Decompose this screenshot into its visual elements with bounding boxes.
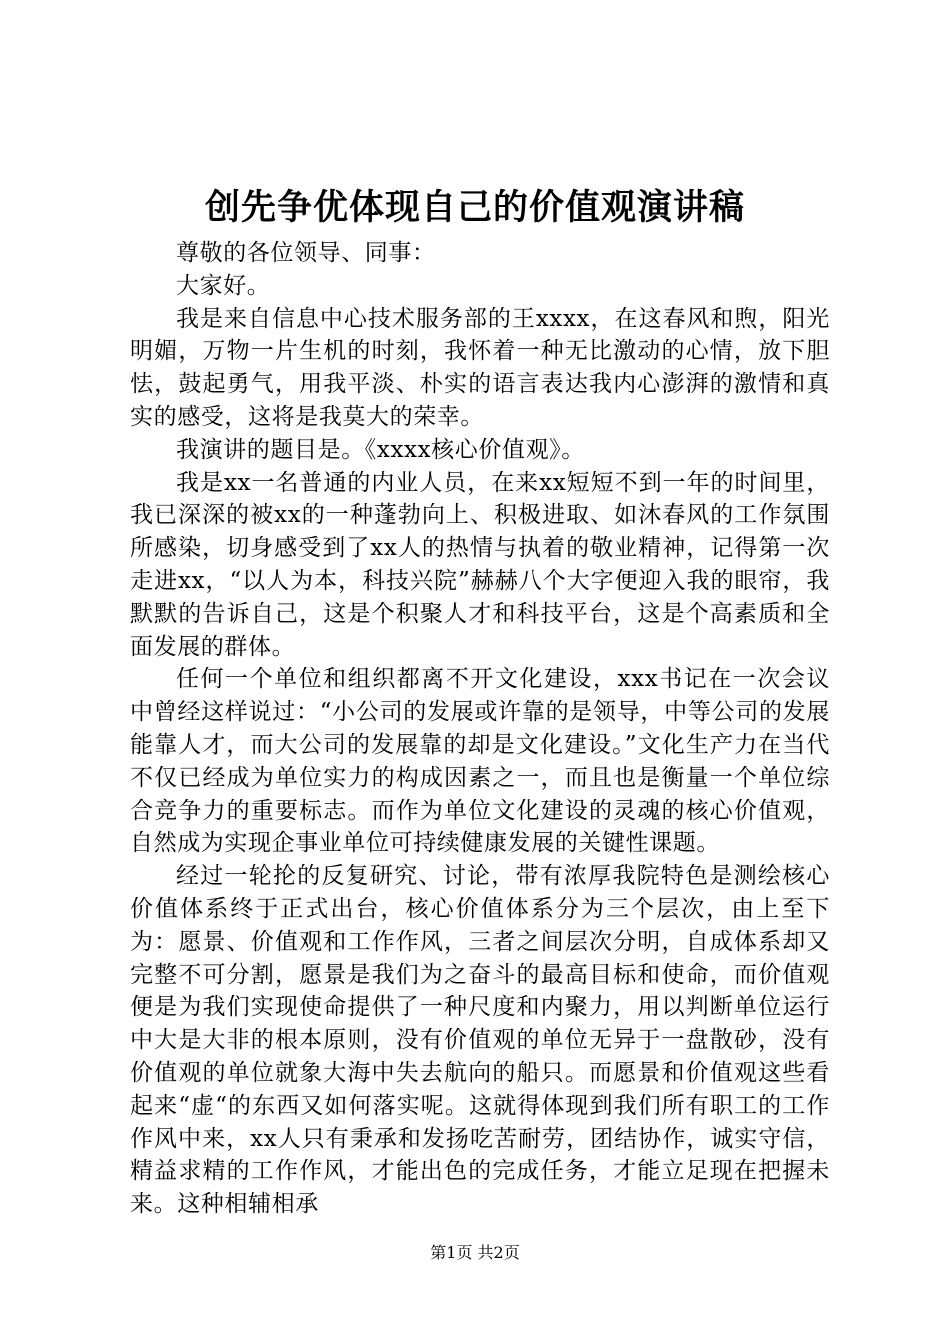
paragraph-greeting: 大家好。 <box>176 272 271 299</box>
paragraph-first-impression: 我是xx一名普通的内业人员，在来xx短短不到一年的时间里，我已深深的被xx的一种蓬勃向上、积极进取、如沐春风的工作氛围所感染，切身感受到了xx人的热情与执着的敬业精神，记得第一次走进xx，“以人为本，科技兴院”赫赫八个大字便迎入我的眼帘，我默默的告诉自己，这是个积聚人才和科技平台，这是个高素质和全面发展的群体。 <box>130 469 830 660</box>
paragraph-speech-topic: 我演讲的题目是。《xxxx核心价值观》。 <box>176 436 585 463</box>
paragraph-salutation: 尊敬的各位领导、同事： <box>176 240 436 266</box>
document-title: 创先争优体现自己的价值观演讲稿 <box>204 187 745 228</box>
page-number-footer: 第1页 共2页 <box>430 1243 520 1262</box>
paragraph-value-system: 经过一轮抡的反复研究、讨论，带有浓厚我院特色是测绘核心价值体系终于正式出台，核心价值体系分为三个层次，由上至下为：愿景、价值观和工作作风，三者之间层次分明，自成体系却又完整不可分割，愿景是我们为之奋斗的最高目标和使命，而价值观便是为我们实现使命提供了一种尺度和内聚力，用以判断单位运行中大是大非的根本原则，没有价值观的单位无异于一盘散砂，没有价值观的单位就象大海中失去航向的船只。而愿景和价值观这些看起来“虚“的东西又如何落实呢。这就得体现到我们所有职工的工作作风中来，xx人只有秉承和发扬吃苦耐劳，团结协作，诚实守信，精益求精的工作作风，才能出色的完成任务，才能立足现在把握未来。这种相辅相承 <box>130 863 830 1218</box>
paragraph-introduction: 我是来自信息中心技术服务部的王xxxx，在这春风和煦，阳光明媚，万物一片生机的时刻，我怀着一种无比激动的心情，放下胆怯，鼓起勇气，用我平淡、朴实的语言表达我内心澎湃的激情和真实的感受，这将是我莫大的荣幸。 <box>130 305 830 430</box>
document-body <box>130 237 830 1221</box>
paragraph-culture-building: 任何一个单位和组织都离不开文化建设，xxx书记在一次会议中曾经这样说过：“小公司的发展或许靠的是领导，中等公司的发展能靠人才，而大公司的发展靠的却是文化建设。”文化生产力在当代不仅已经成为单位实力的构成因素之一，而且也是衡量一个单位综合竞争力的重要标志。而作为单位文化建设的灵魂的核心价值观，自然成为实现企事业单位可持续健康发展的关键性课题。 <box>130 666 830 857</box>
